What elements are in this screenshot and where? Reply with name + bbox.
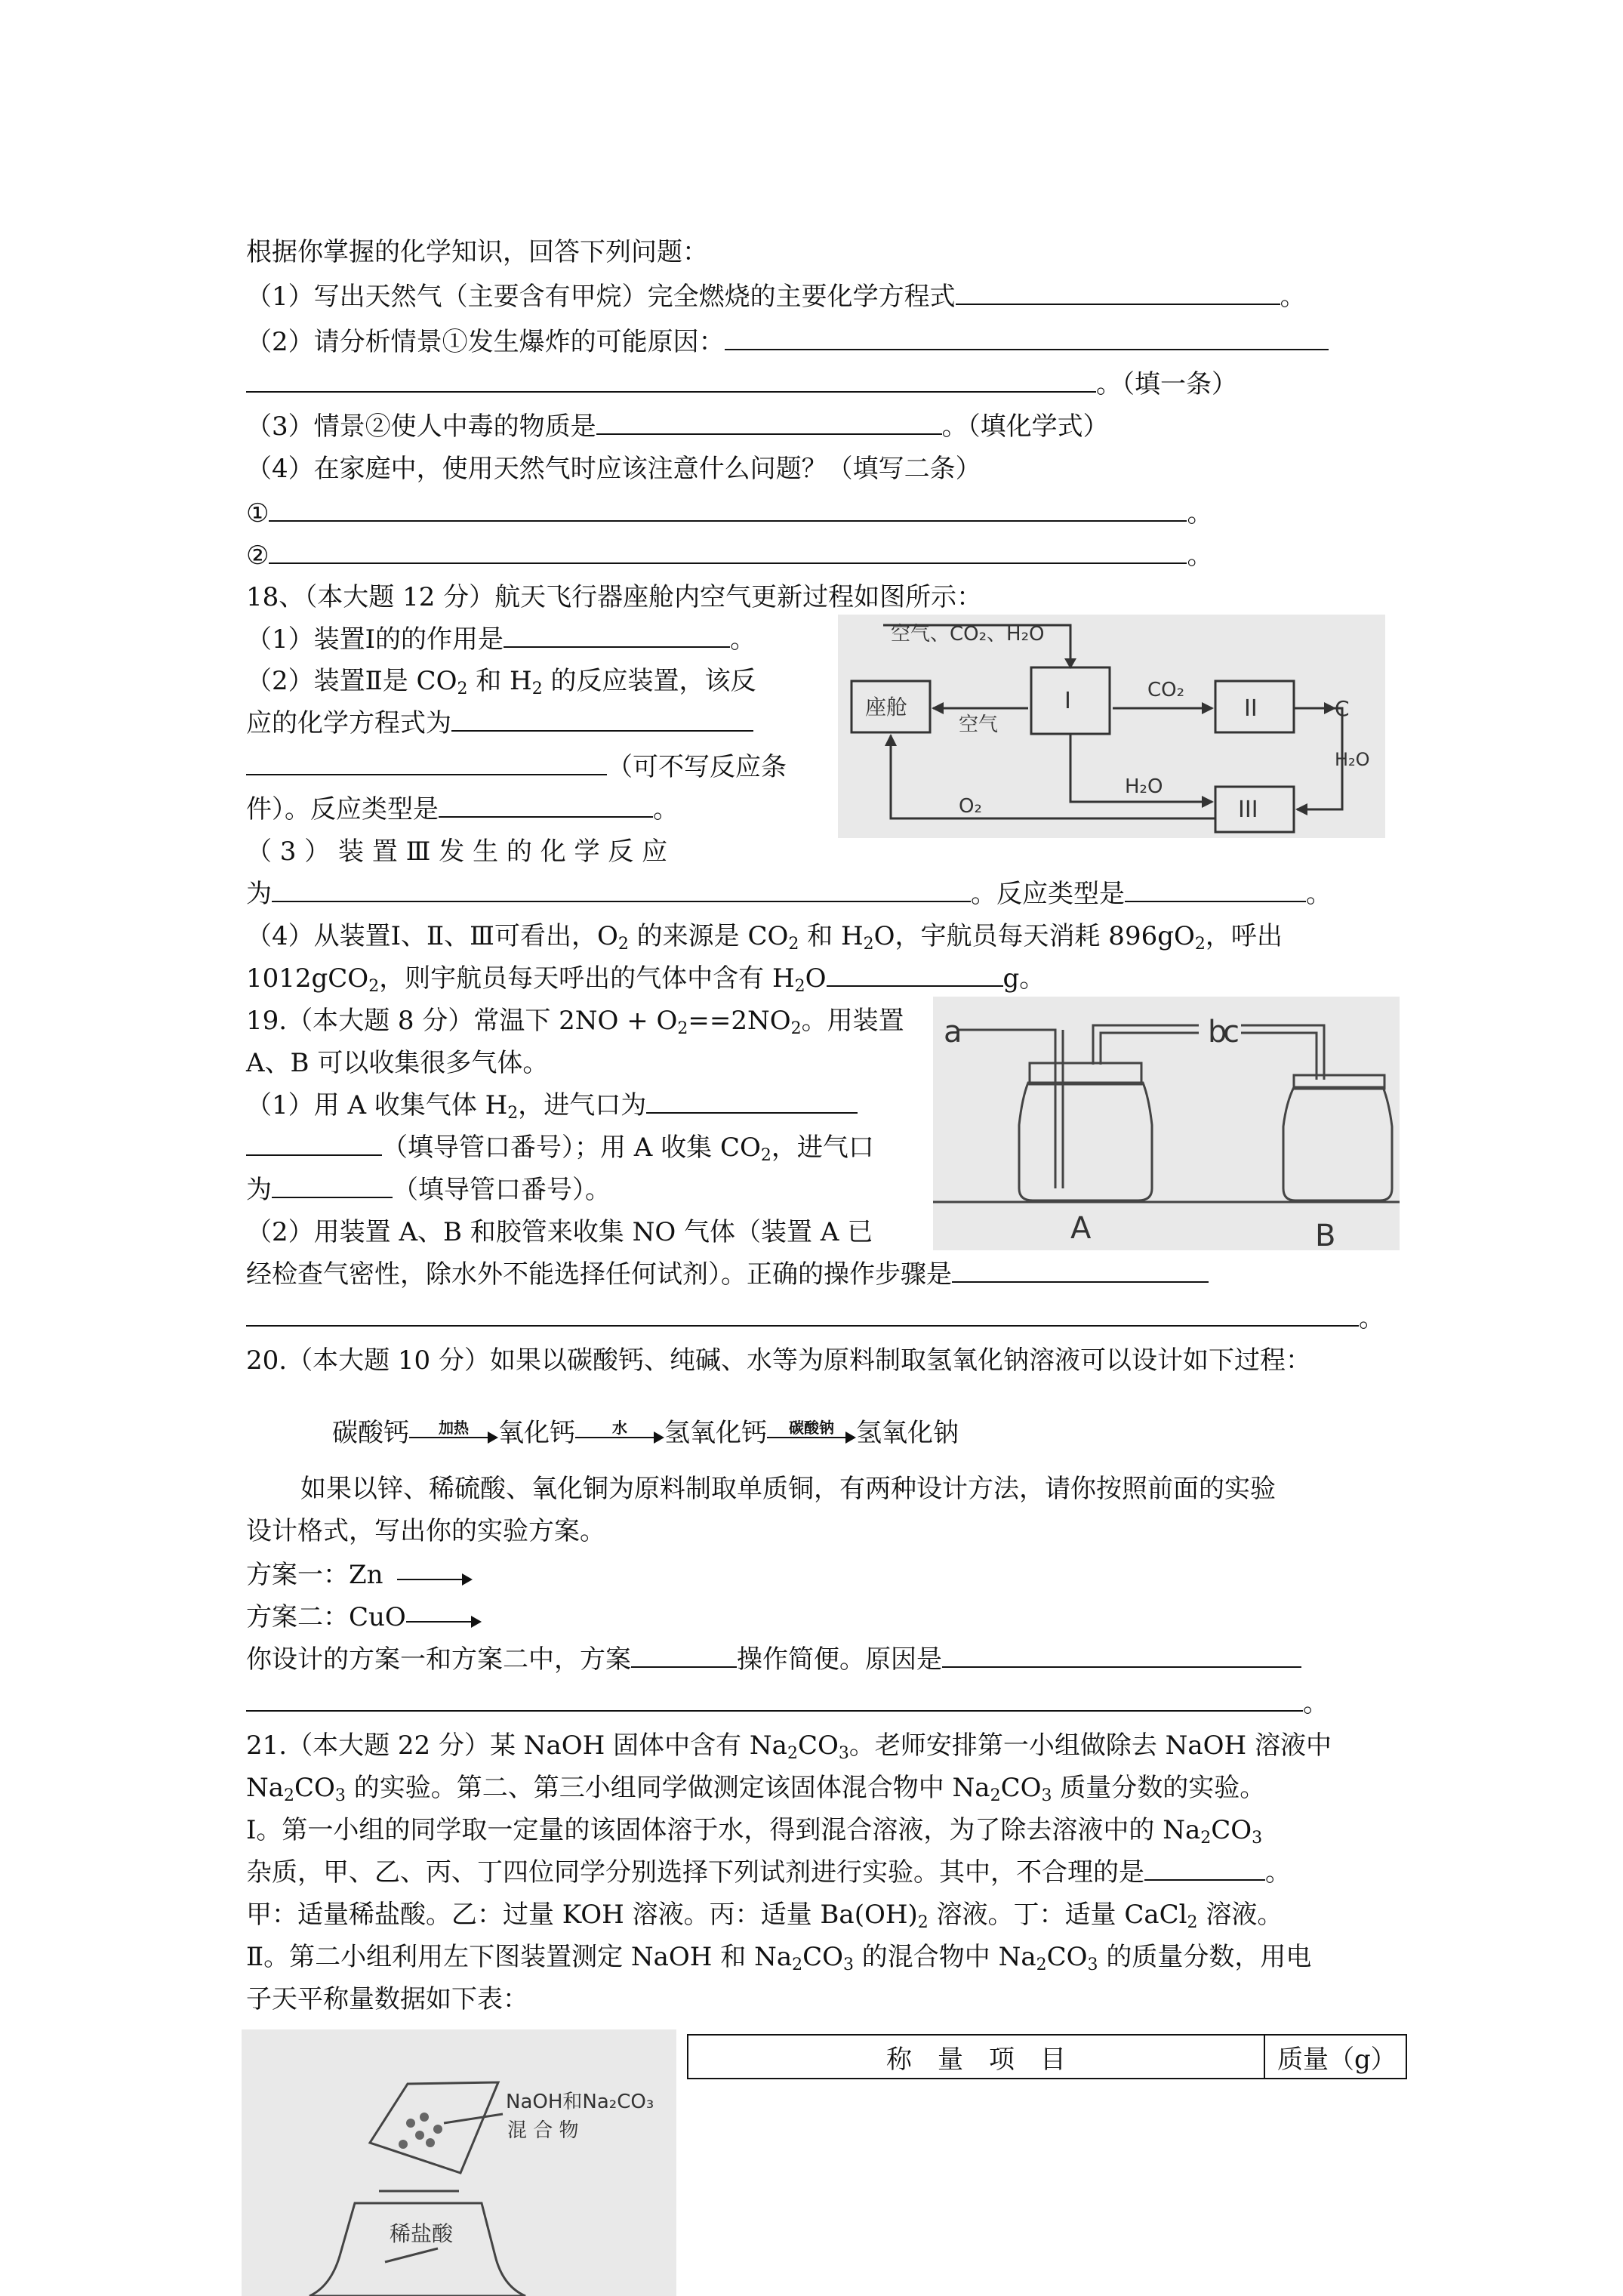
tube-c-label: c	[1223, 1015, 1240, 1049]
answer-blank[interactable]	[246, 1687, 1303, 1712]
q19-line8: 。	[246, 1302, 1384, 1335]
q17-part1: （1）写出天然气（主要含有甲烷）完全燃烧的主要化学方程式 。	[246, 282, 1306, 312]
q20-plan2: 方案二：CuO	[246, 1601, 482, 1634]
device-a-label: A	[1070, 1211, 1092, 1246]
q18-line7: 为 。反应类型是 。	[246, 879, 1332, 909]
chain-step-2: 氧化钙	[498, 1418, 575, 1448]
q20-para1: 如果以锌、稀硫酸、氧化铜为原料制取单质铜，有两种设计方法，请你按照前面的实验	[300, 1474, 1276, 1504]
q17-intro: 根据你掌握的化学知识，回答下列问题：	[246, 237, 708, 267]
answer-blank[interactable]	[504, 624, 730, 648]
q21-line4: 杂质，甲、乙、丙、丁四位同学分别选择下列试剂进行实验。其中，不合理的是 。	[246, 1857, 1291, 1888]
q17-part3: （3）情景②使人中毒的物质是 。（填化学式）	[246, 411, 1109, 442]
reaction-chain	[332, 1416, 959, 1450]
answer-blank[interactable]	[952, 1259, 1209, 1283]
mixture-label-2: 混 合 物	[507, 2119, 579, 2142]
gas-collection-apparatus	[933, 997, 1400, 1250]
arrow-heat: 加热	[409, 1423, 498, 1446]
answer-blank[interactable]	[246, 368, 1096, 393]
air-renewal-diagram	[838, 615, 1385, 838]
q19-line7: 经检查气密性，除水外不能选择任何试剂）。正确的操作步骤是	[246, 1258, 1209, 1291]
table-header-item: 称 量 项 目	[688, 2035, 1264, 2079]
table-row	[688, 2035, 1406, 2079]
answer-blank[interactable]	[827, 963, 1003, 987]
answer-blank[interactable]	[272, 878, 971, 902]
answer-blank[interactable]	[631, 1644, 737, 1668]
q21-line5: 甲：适量稀盐酸。乙：过量 KOH 溶液。丙：适量 $Ba(OH)_2$ 溶液。丁：适量 CaCl$_2$ 溶液。	[246, 1900, 1283, 1932]
answer-blank[interactable]	[1144, 1857, 1265, 1881]
diagram-o2-label: O₂	[959, 795, 982, 818]
acid-label: 稀盐酸	[390, 2221, 454, 2246]
answer-blank[interactable]	[646, 1089, 858, 1114]
q18-line1: （1）装置Ⅰ的的作用是 。	[246, 624, 756, 655]
arrow-water: 水	[575, 1423, 664, 1446]
q17-part2-cont: 。（填一条）	[246, 368, 1237, 401]
q19-line4: （填导管口番号）；用 A 收集 $CO_2$，进气口	[246, 1131, 874, 1164]
q17-part4: （4）在家庭中，使用天然气时应该注意什么问题？（填写二条）	[246, 454, 981, 484]
q17-choice-2: ② 。	[246, 541, 1213, 571]
q17-choice-1: ① 。	[246, 498, 1213, 529]
q21-line1: 21.（本大题 22 分）某 NaOH 固体中含有 $Na_2CO_3$。老师安排第一小组做除去 NaOH 溶液中	[246, 1730, 1332, 1763]
q20-para2: 设计格式，写出你的实验方案。	[246, 1516, 605, 1546]
answer-blank[interactable]	[269, 540, 1187, 564]
table-header-mass: 质量（g）	[1264, 2035, 1406, 2079]
device-b-label: B	[1315, 1219, 1336, 1250]
answer-blank[interactable]	[956, 281, 1280, 305]
plan1-arrow	[397, 1565, 473, 1588]
diagram-cabin-label: 座舱	[865, 695, 908, 720]
q18-line3: 应的化学方程式为	[246, 707, 753, 740]
arrow-soda: 碳酸钠	[767, 1423, 856, 1446]
diagram-air-label: 空气	[959, 713, 999, 736]
answer-blank[interactable]	[1125, 878, 1306, 902]
mixture-label-1: NaOH和Na₂CO₃	[506, 2091, 654, 2113]
diagram-top-label: 空气、CO₂、H₂O	[891, 623, 1045, 646]
q18-line2: （2）装置Ⅱ是 $CO_2$ 和 $H_2$ 的反应装置，该反	[246, 666, 756, 698]
q21-line6: Ⅱ。第二小组利用左下图装置测定 NaOH 和 $Na_2CO_3$ 的混合物中 $Na_2CO_3$ 的质量分数，用电	[246, 1942, 1312, 1974]
q19-line3: （1）用 A 收集气体 $H_2$，进气口为	[246, 1089, 858, 1122]
q19-line6: （2）用装置 A、B 和胶管来收集 NO 气体（装置 A 已	[246, 1217, 873, 1247]
answer-blank[interactable]	[942, 1644, 1301, 1668]
q21-line7: 子天平称量数据如下表：	[246, 1984, 528, 2014]
weighing-table	[687, 2034, 1407, 2079]
q18-line5: 件）。反应类型是 。	[246, 794, 679, 824]
q20-heading: 20.（本大题 10 分）如果以碳酸钙、纯碱、水等为原料制取氢氧化钠溶液可以设计如下过程：	[246, 1345, 1311, 1376]
q21-line3: Ⅰ。第一小组的同学取一定量的该固体溶于水，得到混合溶液，为了除去溶液中的 $Na_2CO_3$	[246, 1815, 1263, 1848]
answer-blank[interactable]	[439, 794, 653, 818]
answer-blank[interactable]	[269, 498, 1187, 522]
q18-line9: 1012gCO$_2$，则宇航员每天呼出的气体中含有 $H_2O$ g。	[246, 963, 1046, 996]
answer-blank[interactable]	[596, 411, 942, 435]
answer-blank[interactable]	[451, 707, 753, 732]
q20-answer-line: 。	[246, 1687, 1329, 1720]
diagram-co2-label: CO₂	[1147, 679, 1185, 701]
diagram-h2o-right-label: H₂O	[1335, 749, 1370, 770]
answer-blank[interactable]	[272, 1174, 393, 1198]
q18-line6: （ 3 ） 装 置 Ⅲ 发 生 的 化 学 反 应	[246, 837, 668, 867]
q20-question: 你设计的方案一和方案二中，方案 操作简便。原因是	[246, 1643, 1301, 1676]
q18-line8: （4）从装置Ⅰ、Ⅱ、Ⅲ可看出，$O_2$ 的来源是 $CO_2$ 和 $H_2O$，宇航员每天消耗 $896gO_2$，呼出	[246, 921, 1283, 954]
diagram-c-label: C	[1335, 696, 1350, 721]
q20-plan1: 方案一：Zn	[246, 1558, 473, 1592]
diagram-unit1-label: I	[1064, 688, 1071, 714]
diagram-unit3-label: III	[1238, 797, 1258, 823]
chain-step-1: 碳酸钙	[332, 1418, 409, 1448]
chain-step-3: 氢氧化钙	[664, 1418, 767, 1448]
tube-a-label: a	[944, 1015, 962, 1049]
q21-line2: $Na_2CO_3$ 的实验。第二、第三小组同学做测定该固体混合物中 $Na_2CO_3$ 质量分数的实验。	[246, 1773, 1266, 1805]
conical-flask	[310, 2203, 525, 2296]
diagram-h2o-mid-label: H₂O	[1125, 775, 1163, 798]
bottle-b	[1283, 1087, 1392, 1200]
q19-line1: 19.（本大题 8 分）常温下 $2NO + O_2==2NO_2$。用装置	[246, 1006, 904, 1038]
answer-blank[interactable]	[246, 1302, 1359, 1327]
tube-b-label: b	[1208, 1015, 1227, 1049]
bottle-a	[1019, 1083, 1152, 1200]
plan2-arrow	[406, 1607, 482, 1630]
acid-mixing-diagram	[242, 2029, 676, 2296]
answer-blank[interactable]	[246, 1132, 382, 1156]
chain-step-4: 氢氧化钠	[856, 1418, 959, 1448]
q19-line5: 为 （填导管口番号）。	[246, 1175, 611, 1205]
q17-part2: （2）请分析情景①发生爆炸的可能原因：	[246, 325, 1329, 359]
answer-blank[interactable]	[725, 326, 1329, 350]
diagram-unit2-label: II	[1244, 695, 1258, 722]
q18-line4: （可不写反应条	[246, 750, 787, 784]
q19-line2: A、B 可以收集很多气体。	[246, 1048, 549, 1078]
q18-heading: 18、（本大题 12 分）航天飞行器座舱内空气更新过程如图所示：	[246, 582, 983, 612]
answer-blank[interactable]	[246, 751, 607, 775]
